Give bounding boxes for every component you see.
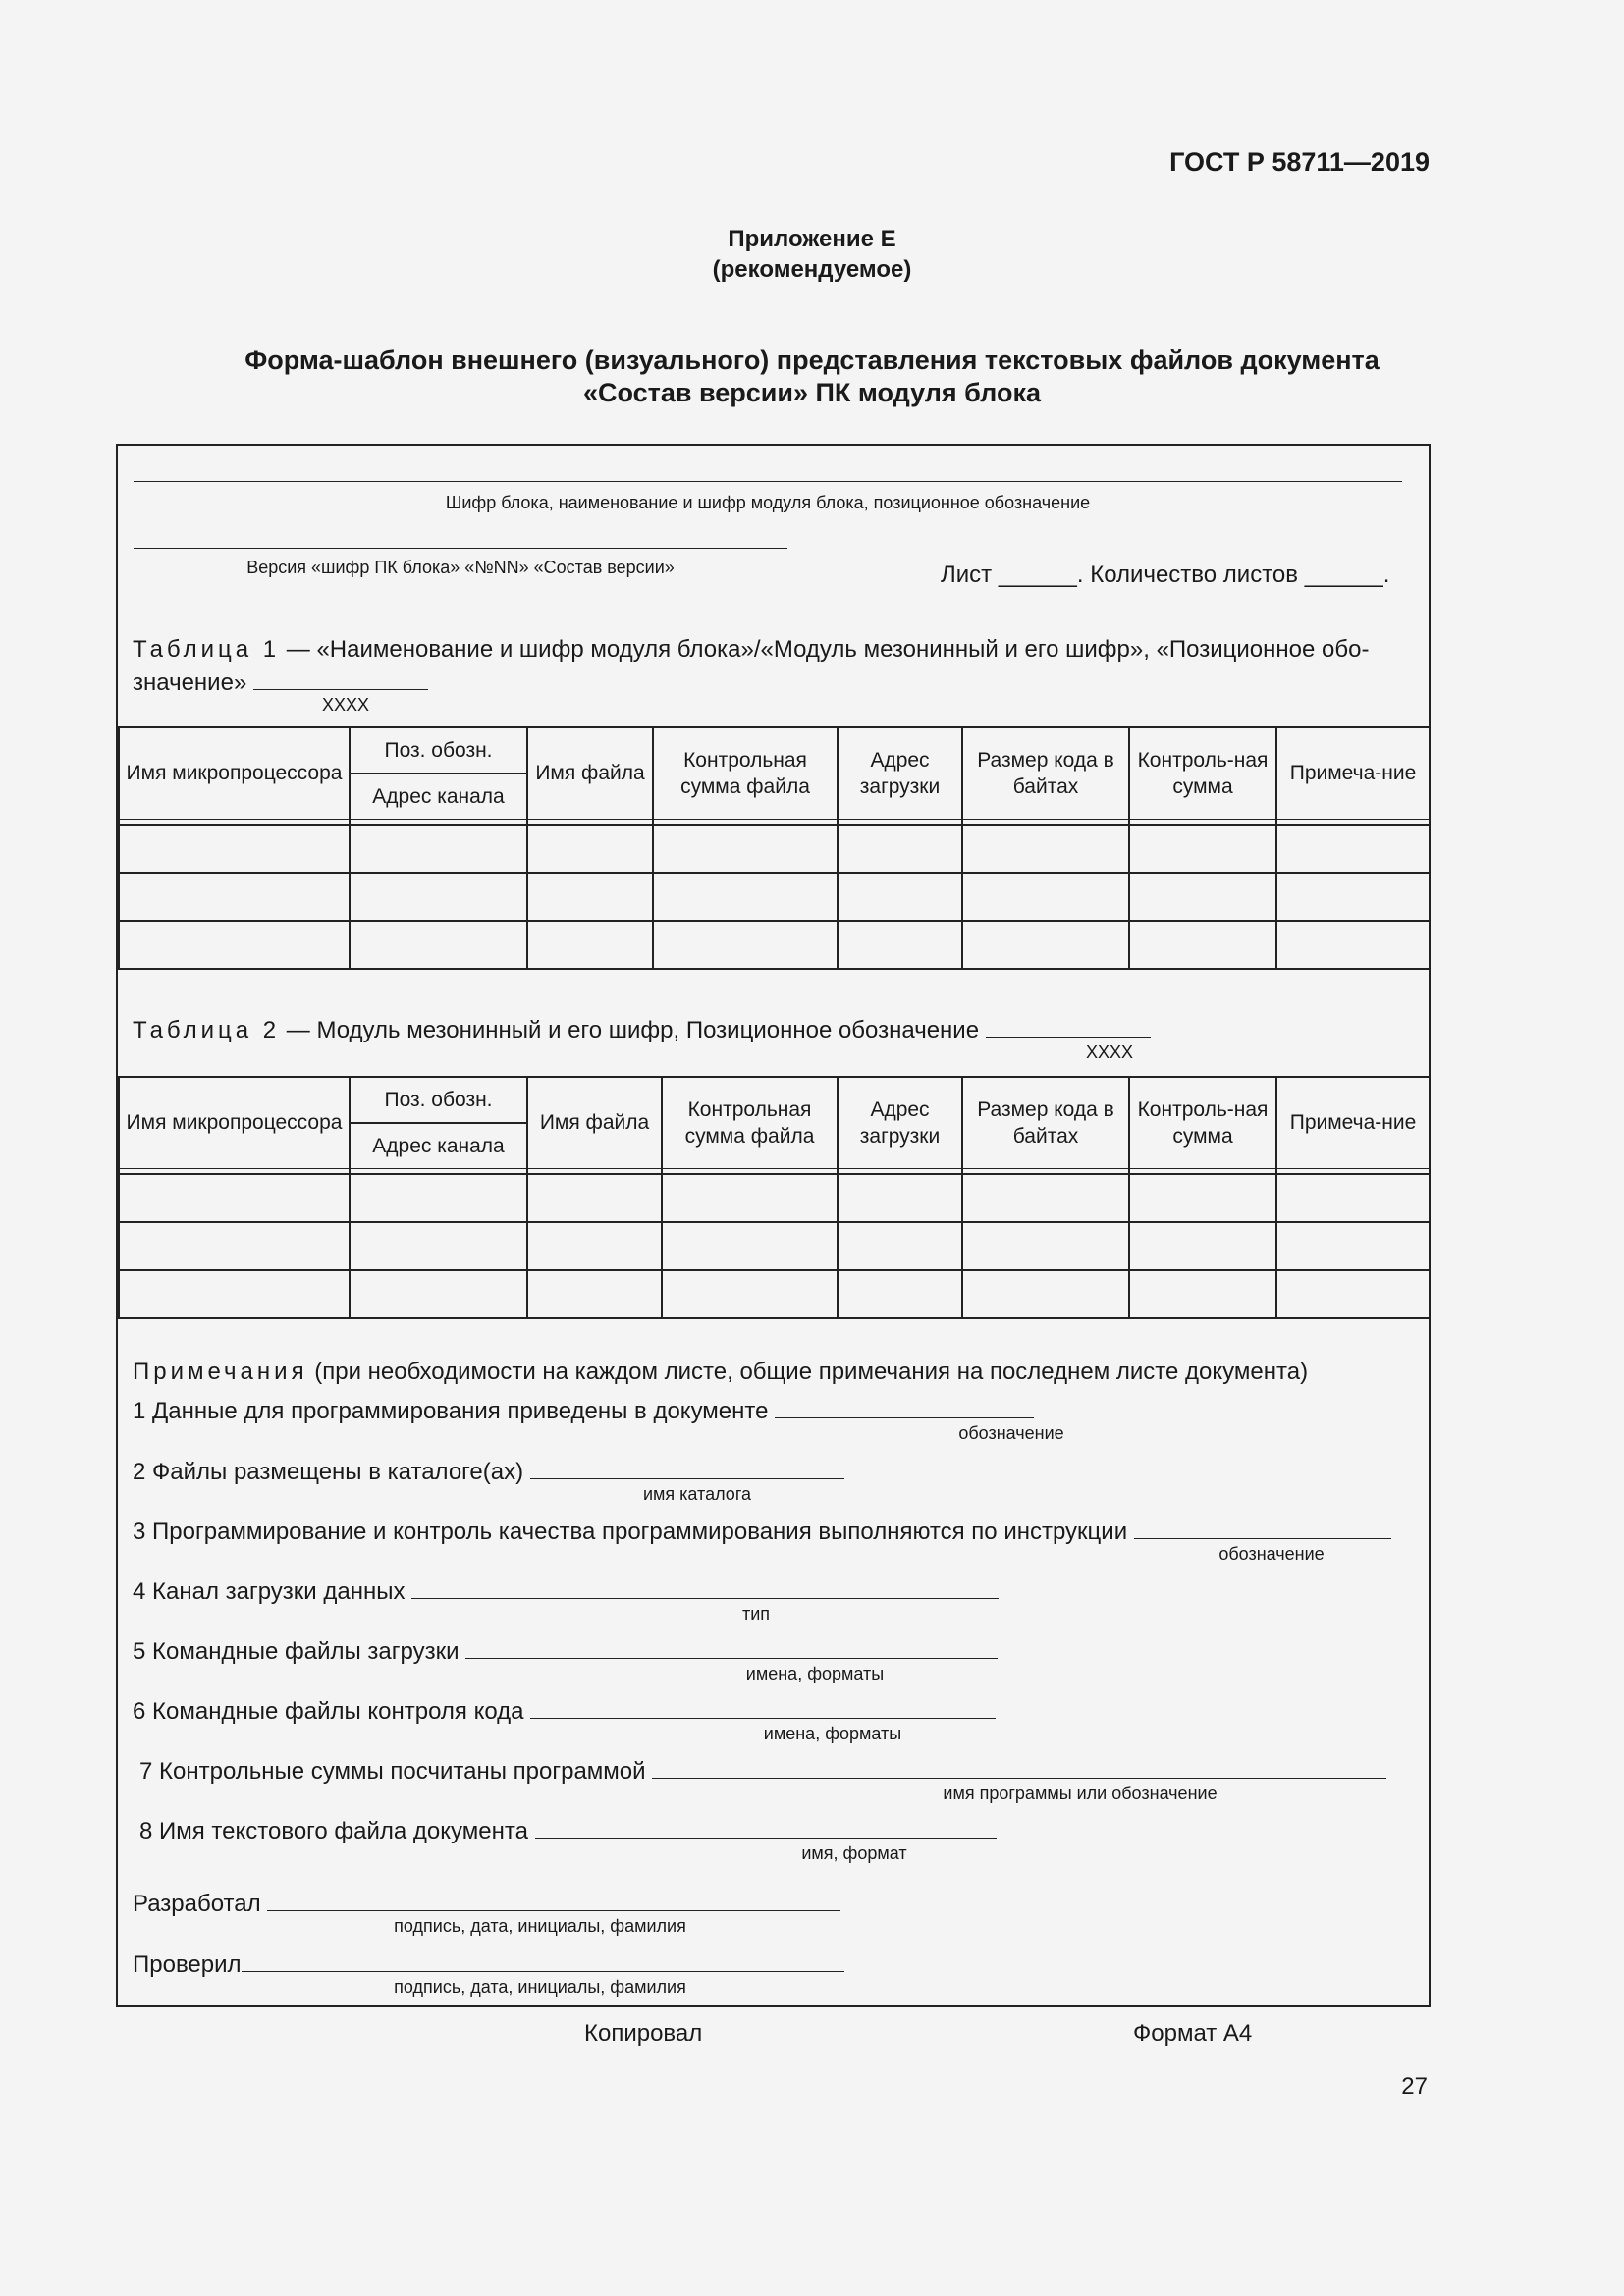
note-8-blank[interactable] xyxy=(535,1816,997,1839)
appendix-type: (рекомендуемое) xyxy=(712,256,912,283)
cell[interactable] xyxy=(962,1222,1129,1270)
cell[interactable] xyxy=(653,873,838,921)
col-pos: Поз. обозн. xyxy=(350,727,527,774)
table1-title-cont-text: значение» xyxy=(133,669,253,696)
cell[interactable] xyxy=(1276,825,1430,873)
table-row xyxy=(119,921,1430,969)
note-6-blank[interactable] xyxy=(530,1696,996,1719)
note-5-blank[interactable] xyxy=(465,1636,998,1659)
cell[interactable] xyxy=(962,825,1129,873)
note-1-blank[interactable] xyxy=(775,1396,1034,1418)
note-7 xyxy=(139,1756,1386,1786)
developed-caption: подпись, дата, инициалы, фамилия xyxy=(394,1916,686,1936)
table-2 xyxy=(118,1076,1431,1319)
table-1 xyxy=(118,726,1431,970)
note-5-caption: имена, форматы xyxy=(745,1664,885,1683)
sheet-count: Лист ______. Количество листов ______. xyxy=(941,561,1390,588)
note-8-text: 8 Имя текстового файла документа xyxy=(139,1818,528,1844)
cell[interactable] xyxy=(662,1174,838,1222)
cell[interactable] xyxy=(1129,1270,1276,1318)
table2-title xyxy=(133,1015,1151,1044)
note-7-blank[interactable] xyxy=(652,1756,1386,1779)
cell[interactable] xyxy=(350,1174,527,1222)
checked-label: Проверил xyxy=(133,1951,242,1978)
note-4 xyxy=(133,1576,999,1606)
cell[interactable] xyxy=(1276,1174,1430,1222)
cell[interactable] xyxy=(119,1222,350,1270)
note-1 xyxy=(133,1396,1034,1425)
cell[interactable] xyxy=(350,921,527,969)
notes-heading xyxy=(133,1359,1308,1386)
table2-blank[interactable] xyxy=(986,1015,1151,1038)
col-note: Примеча-ние xyxy=(1276,727,1430,819)
note-2 xyxy=(133,1457,844,1486)
standard-number: ГОСТ Р 58711—2019 xyxy=(1169,147,1430,177)
note-2-blank[interactable] xyxy=(530,1457,844,1479)
checked-caption: подпись, дата, инициалы, фамилия xyxy=(394,1977,686,1997)
note-8 xyxy=(139,1816,997,1845)
cell[interactable] xyxy=(119,873,350,921)
cell[interactable] xyxy=(838,1174,962,1222)
cipher-line[interactable] xyxy=(134,481,1402,482)
note-4-text: 4 Канал загрузки данных xyxy=(133,1578,406,1605)
col-channel: Адрес канала xyxy=(350,774,527,819)
cell[interactable] xyxy=(1276,873,1430,921)
developed-blank[interactable] xyxy=(267,1889,840,1911)
col-code-size: Размер кода в байтах xyxy=(962,1077,1129,1168)
note-8-caption: имя, формат xyxy=(801,1843,907,1863)
developed-label: Разработал xyxy=(133,1891,261,1917)
col-file: Имя файла xyxy=(527,727,653,819)
cell[interactable] xyxy=(350,1270,527,1318)
cell[interactable] xyxy=(1129,1174,1276,1222)
version-caption: Версия «шифр ПК блока» «№NN» «Состав версии» xyxy=(246,558,675,577)
note-1-caption: обозначение xyxy=(958,1423,1064,1443)
cell[interactable] xyxy=(1276,1222,1430,1270)
note-6-caption: имена, форматы xyxy=(763,1724,902,1743)
table2-xxxx: XXXX xyxy=(1085,1042,1134,1062)
cell[interactable] xyxy=(527,825,653,873)
table-row xyxy=(119,873,1430,921)
form-frame xyxy=(116,444,1431,2007)
version-line[interactable] xyxy=(134,548,787,549)
cell[interactable] xyxy=(962,1270,1129,1318)
cell[interactable] xyxy=(1129,873,1276,921)
note-6-text: 6 Командные файлы контроля кода xyxy=(133,1698,524,1725)
checked-blank[interactable] xyxy=(242,1949,844,1972)
table1-xxxx: XXXX xyxy=(321,695,370,715)
note-4-blank[interactable] xyxy=(411,1576,999,1599)
table1-title xyxy=(133,636,1369,664)
cell[interactable] xyxy=(527,921,653,969)
col-checksum-file: Контрольная сумма файла xyxy=(662,1077,838,1168)
cell[interactable] xyxy=(1276,921,1430,969)
col-checksum: Контроль-ная сумма xyxy=(1129,727,1276,819)
page-number: 27 xyxy=(1401,2073,1428,2100)
table1-blank[interactable] xyxy=(253,667,428,690)
cell[interactable] xyxy=(1129,825,1276,873)
col-checksum-file: Контрольная сумма файла xyxy=(653,727,838,819)
table1-title-text: — «Наименование и шифр модуля блока»/«Модуль мезонинный и его шифр», «Позиционное обо- xyxy=(280,636,1370,663)
note-4-caption: тип xyxy=(741,1604,771,1624)
col-note: Примеча-ние xyxy=(1276,1077,1430,1168)
note-5 xyxy=(133,1636,998,1666)
cell[interactable] xyxy=(653,921,838,969)
page-title-cont: «Состав версии» ПК модуля блока xyxy=(583,378,1041,407)
note-3-caption: обозначение xyxy=(1218,1544,1325,1564)
table2-title-text: — Модуль мезонинный и его шифр, Позиционное обозначение xyxy=(280,1017,986,1043)
table-row xyxy=(119,1270,1430,1318)
cell[interactable] xyxy=(1276,1270,1430,1318)
col-load-addr: Адрес загрузки xyxy=(838,1077,962,1168)
table1-title-cont xyxy=(133,667,428,697)
note-3 xyxy=(133,1517,1391,1546)
appendix-label: Приложение Е xyxy=(728,226,896,252)
cell[interactable] xyxy=(962,921,1129,969)
cell[interactable] xyxy=(350,873,527,921)
note-1-text: 1 Данные для программирования приведены в документе xyxy=(133,1398,769,1424)
table-row xyxy=(119,1174,1430,1222)
copied-label: Копировал xyxy=(584,2020,703,2047)
cell[interactable] xyxy=(1129,1222,1276,1270)
cell[interactable] xyxy=(662,1222,838,1270)
col-cpu: Имя микропроцессора xyxy=(119,727,350,819)
cell[interactable] xyxy=(119,1174,350,1222)
developed-by xyxy=(133,1889,840,1918)
col-load-addr: Адрес загрузки xyxy=(838,727,962,819)
col-channel: Адрес канала xyxy=(350,1123,527,1168)
table1-label: Таблица 1 xyxy=(133,636,281,663)
note-6 xyxy=(133,1696,996,1726)
note-7-text: 7 Контрольные суммы посчитаны программой xyxy=(139,1758,646,1785)
cell[interactable] xyxy=(527,1174,662,1222)
note-3-blank[interactable] xyxy=(1134,1517,1391,1539)
col-pos: Поз. обозн. xyxy=(350,1077,527,1123)
checked-by xyxy=(133,1949,844,1979)
cell[interactable] xyxy=(119,921,350,969)
cell[interactable] xyxy=(662,1270,838,1318)
cell[interactable] xyxy=(119,1270,350,1318)
col-checksum: Контроль-ная сумма xyxy=(1129,1077,1276,1168)
cell[interactable] xyxy=(527,1270,662,1318)
cell[interactable] xyxy=(350,825,527,873)
cell[interactable] xyxy=(527,1222,662,1270)
col-file: Имя файла xyxy=(527,1077,662,1168)
note-3-text: 3 Программирование и контроль качества программирования выполняются по инструкции xyxy=(133,1519,1128,1545)
cell[interactable] xyxy=(653,825,838,873)
notes-heading-label: Примечания xyxy=(133,1359,308,1385)
cell[interactable] xyxy=(838,1222,962,1270)
table-row xyxy=(119,825,1430,873)
note-5-text: 5 Командные файлы загрузки xyxy=(133,1638,460,1665)
cell[interactable] xyxy=(962,873,1129,921)
table2-label: Таблица 2 xyxy=(133,1017,281,1043)
note-2-text: 2 Файлы размещены в каталоге(ах) xyxy=(133,1459,524,1485)
cell[interactable] xyxy=(838,825,962,873)
cell[interactable] xyxy=(838,921,962,969)
cell[interactable] xyxy=(962,1174,1129,1222)
col-code-size: Размер кода в байтах xyxy=(962,727,1129,819)
cell[interactable] xyxy=(350,1222,527,1270)
notes-heading-text: (при необходимости на каждом листе, общие примечания на последнем листе документа) xyxy=(307,1359,1309,1385)
note-7-caption: имя программы или обозначение xyxy=(943,1784,1218,1803)
table-row xyxy=(119,1222,1430,1270)
note-2-caption: имя каталога xyxy=(642,1484,751,1504)
cell[interactable] xyxy=(527,873,653,921)
cipher-caption: Шифр блока, наименование и шифр модуля блока, позиционное обозначение xyxy=(445,493,1091,512)
cell[interactable] xyxy=(838,1270,962,1318)
page-title: Форма-шаблон внешнего (визуального) представления текстовых файлов документа xyxy=(244,346,1380,375)
cell[interactable] xyxy=(1129,921,1276,969)
cell[interactable] xyxy=(119,825,350,873)
format-label: Формат А4 xyxy=(1133,2020,1253,2047)
col-cpu: Имя микропроцессора xyxy=(119,1077,350,1168)
cell[interactable] xyxy=(838,873,962,921)
